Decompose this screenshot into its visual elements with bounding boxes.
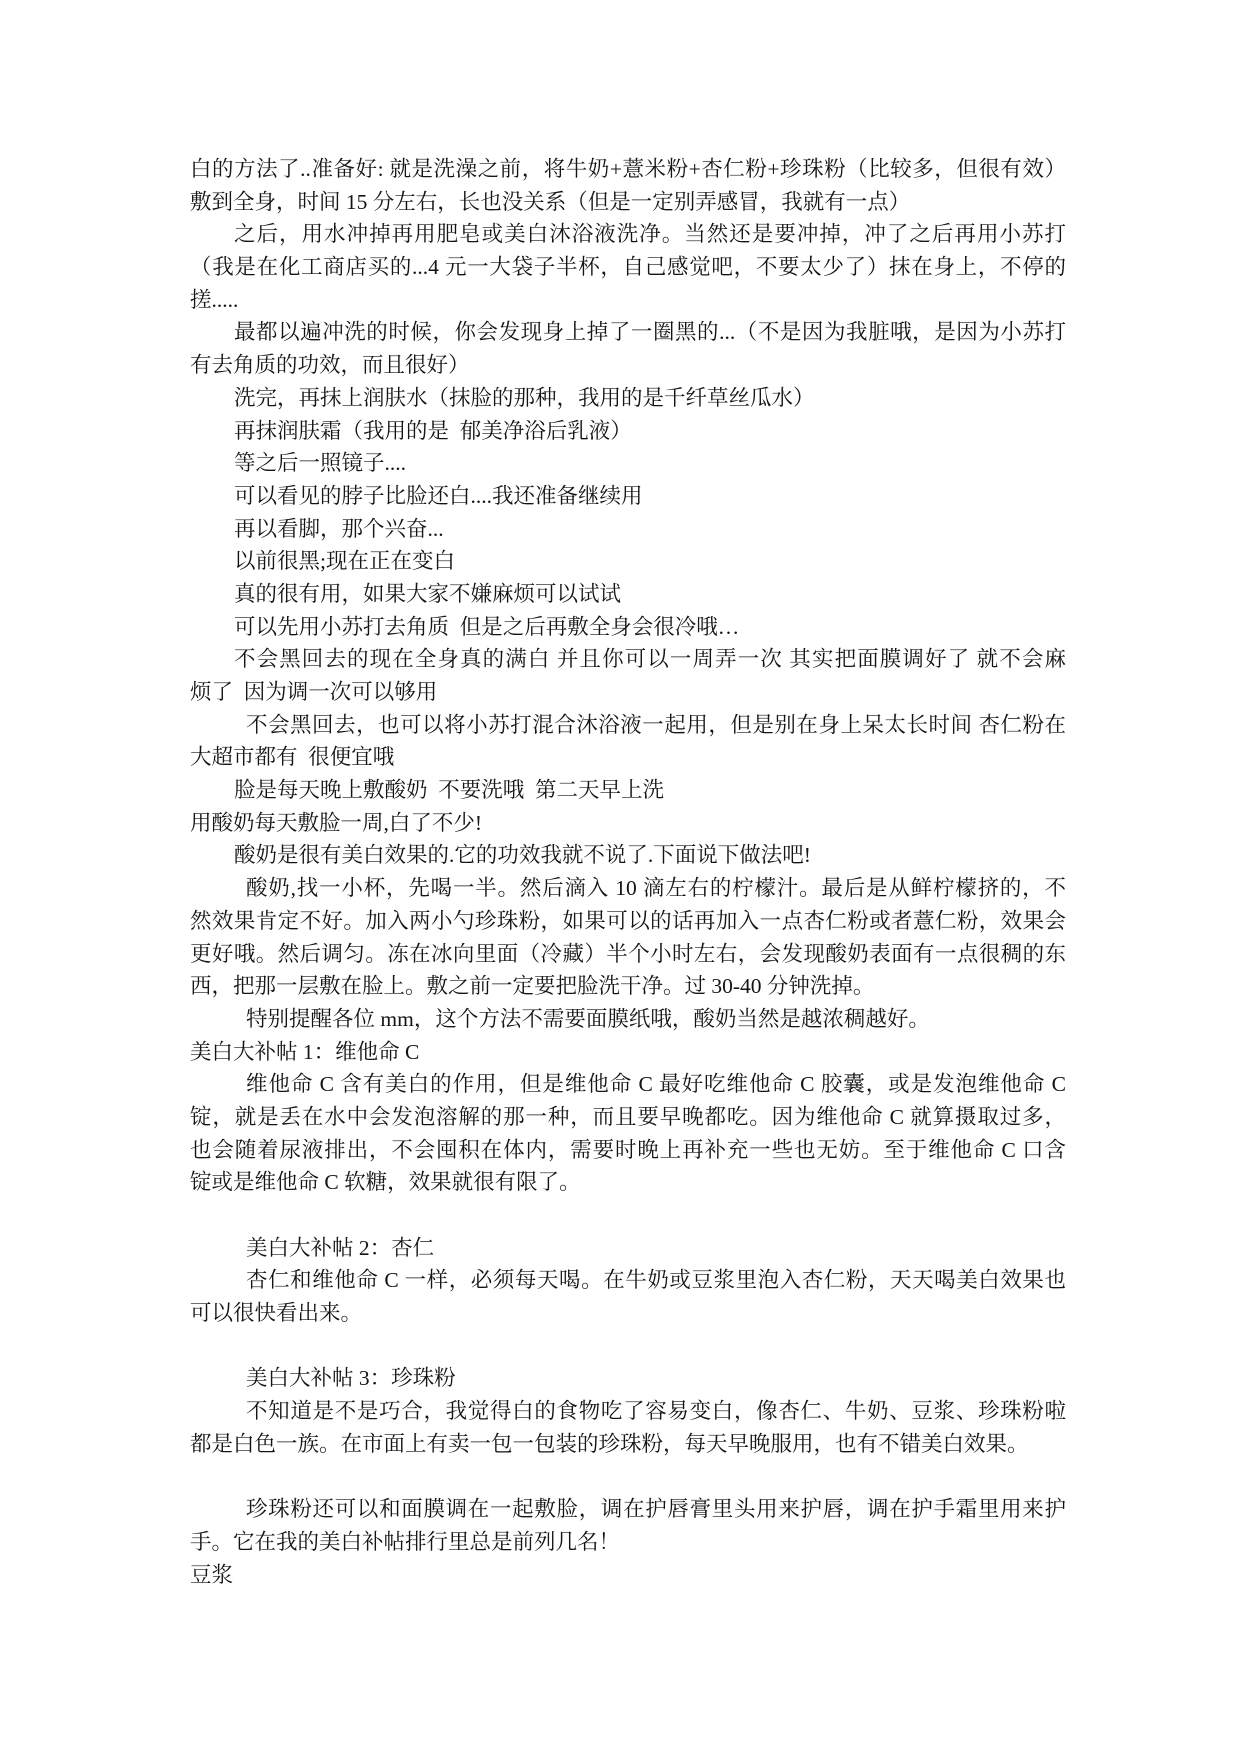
section-heading: 美白大补帖 3：珍珠粉 (246, 1366, 456, 1391)
text-line: 手。它在我的美白补帖排行里总是前列几名！ (190, 1529, 621, 1554)
text-line: 有去角质的功效，而且很好） (190, 353, 470, 378)
text-line: 脸是每天晚上敷酸奶 不要洗哦 第二天早上洗 (234, 778, 665, 803)
text-line: 洗完，再抹上润肤水（抹脸的那种，我用的是千纤草丝瓜水） (234, 385, 815, 410)
text-line: 等之后一照镜子.... (234, 451, 407, 476)
text-line: 豆浆 (190, 1562, 234, 1587)
text-line: （我是在化工商店买的...4 元一大袋子半杯，自己感觉吧，不要太少了）抹在身上，不停的 (190, 255, 1066, 280)
text-line: 杏仁和维他命 C 一样，必须每天喝。在牛奶或豆浆里泡入杏仁粉，天天喝美白效果也 (246, 1268, 1066, 1293)
text-line: 都是白色一族。在市面上有卖一包一包装的珍珠粉，每天早晚服用，也有不错美白效果。 (190, 1431, 1029, 1456)
text-line: 再以看脚，那个兴奋... (234, 516, 444, 541)
text-line: 不会黑回去的现在全身真的满白 并且你可以一周弄一次 其实把面膜调好了 就不会麻 (234, 647, 1066, 672)
text-line: 用酸奶每天敷脸一周,白了不少! (190, 810, 483, 835)
text-line: 大超市都有 很便宜哦 (190, 745, 395, 770)
text-line: 更好哦。然后调匀。冻在冰向里面（冷藏）半个小时左右，会发现酸奶表面有一点很稠的东 (190, 941, 1066, 966)
text-line: 可以看见的脖子比脸还白....我还准备继续用 (234, 483, 643, 508)
text-line: 可以先用小苏打去角质 但是之后再敷全身会很冷哦… (234, 614, 740, 639)
text-line: 烦了 因为调一次可以够用 (190, 680, 438, 704)
text-line: 也会随着尿液排出，不会囤积在体内，需要时晚上再补充一些也无妨。至于维他命 C 口含 (190, 1137, 1066, 1162)
text-line: 特别提醒各位 mm，这个方法不需要面膜纸哦，酸奶当然是越浓稠越好。 (246, 1006, 930, 1031)
blank-line (190, 1199, 1066, 1232)
text-line: 锭，就是丢在水中会发泡溶解的那一种，而且要早晚都吃。因为维他命 C 就算摄取过多， (190, 1104, 1066, 1129)
section-heading: 美白大补帖 1：维他命 C (190, 1039, 420, 1064)
text-line: 锭或是维他命 C 软糖，效果就很有限了。 (190, 1170, 581, 1195)
text-line: 搓..... (190, 287, 239, 312)
text-line: 西，把那一层敷在脸上。敷之前一定要把脸洗干净。过 30-40 分钟洗掉。 (190, 974, 875, 999)
text-line: 酸奶,找一小杯，先喝一半。然后滴入 10 滴左右的柠檬汁。最后是从鲜柠檬挤的，不 (246, 876, 1066, 901)
section-heading: 美白大补帖 2：杏仁 (246, 1235, 435, 1260)
text-line: 不会黑回去，也可以将小苏打混合沐浴液一起用，但是别在身上呆太长时间 杏仁粉在 (246, 712, 1066, 737)
text-line: 维他命 C 含有美白的作用，但是维他命 C 最好吃维他命 C 胶囊，或是发泡维他命 C (246, 1072, 1066, 1097)
document-body (190, 153, 1066, 1591)
text-line: 之后，用水冲掉再用肥皂或美白沐浴液洗净。当然还是要冲掉，冲了之后再用小苏打 (234, 222, 1066, 247)
text-line: 不知道是不是巧合，我觉得白的食物吃了容易变白，像杏仁、牛奶、豆浆、珍珠粉啦 (246, 1399, 1066, 1424)
text-line: 珍珠粉还可以和面膜调在一起敷脸，调在护唇膏里头用来护唇，调在护手霜里用来护 (246, 1497, 1066, 1522)
text-line: 然效果肯定不好。加入两小勺珍珠粉，如果可以的话再加入一点杏仁粉或者薏仁粉，效果会 (190, 908, 1066, 933)
blank-line (190, 1330, 1066, 1363)
text-line: 酸奶是很有美白效果的.它的功效我就不说了.下面说下做法吧! (234, 843, 811, 868)
blank-line (190, 1461, 1066, 1494)
text-line: 白的方法了..准备好: 就是洗澡之前，将牛奶+薏米粉+杏仁粉+珍珠粉（比较多，但很有效） (190, 157, 1066, 181)
text-line: 再抹润肤霜（我用的是 郁美净浴后乳液） (234, 418, 632, 443)
text-line: 最都以遍冲洗的时候，你会发现身上掉了一圈黑的...（不是因为我脏哦，是因为小苏打 (234, 320, 1066, 345)
text-line: 以前很黑;现在正在变白 (234, 549, 455, 574)
text-line: 敷到全身，时间 15 分左右，长也没关系（但是一定别弄感冒，我就有一点） (190, 189, 911, 214)
text-line: 可以很快看出来。 (190, 1301, 363, 1326)
text-line: 真的很有用，如果大家不嫌麻烦可以试试 (234, 581, 622, 606)
